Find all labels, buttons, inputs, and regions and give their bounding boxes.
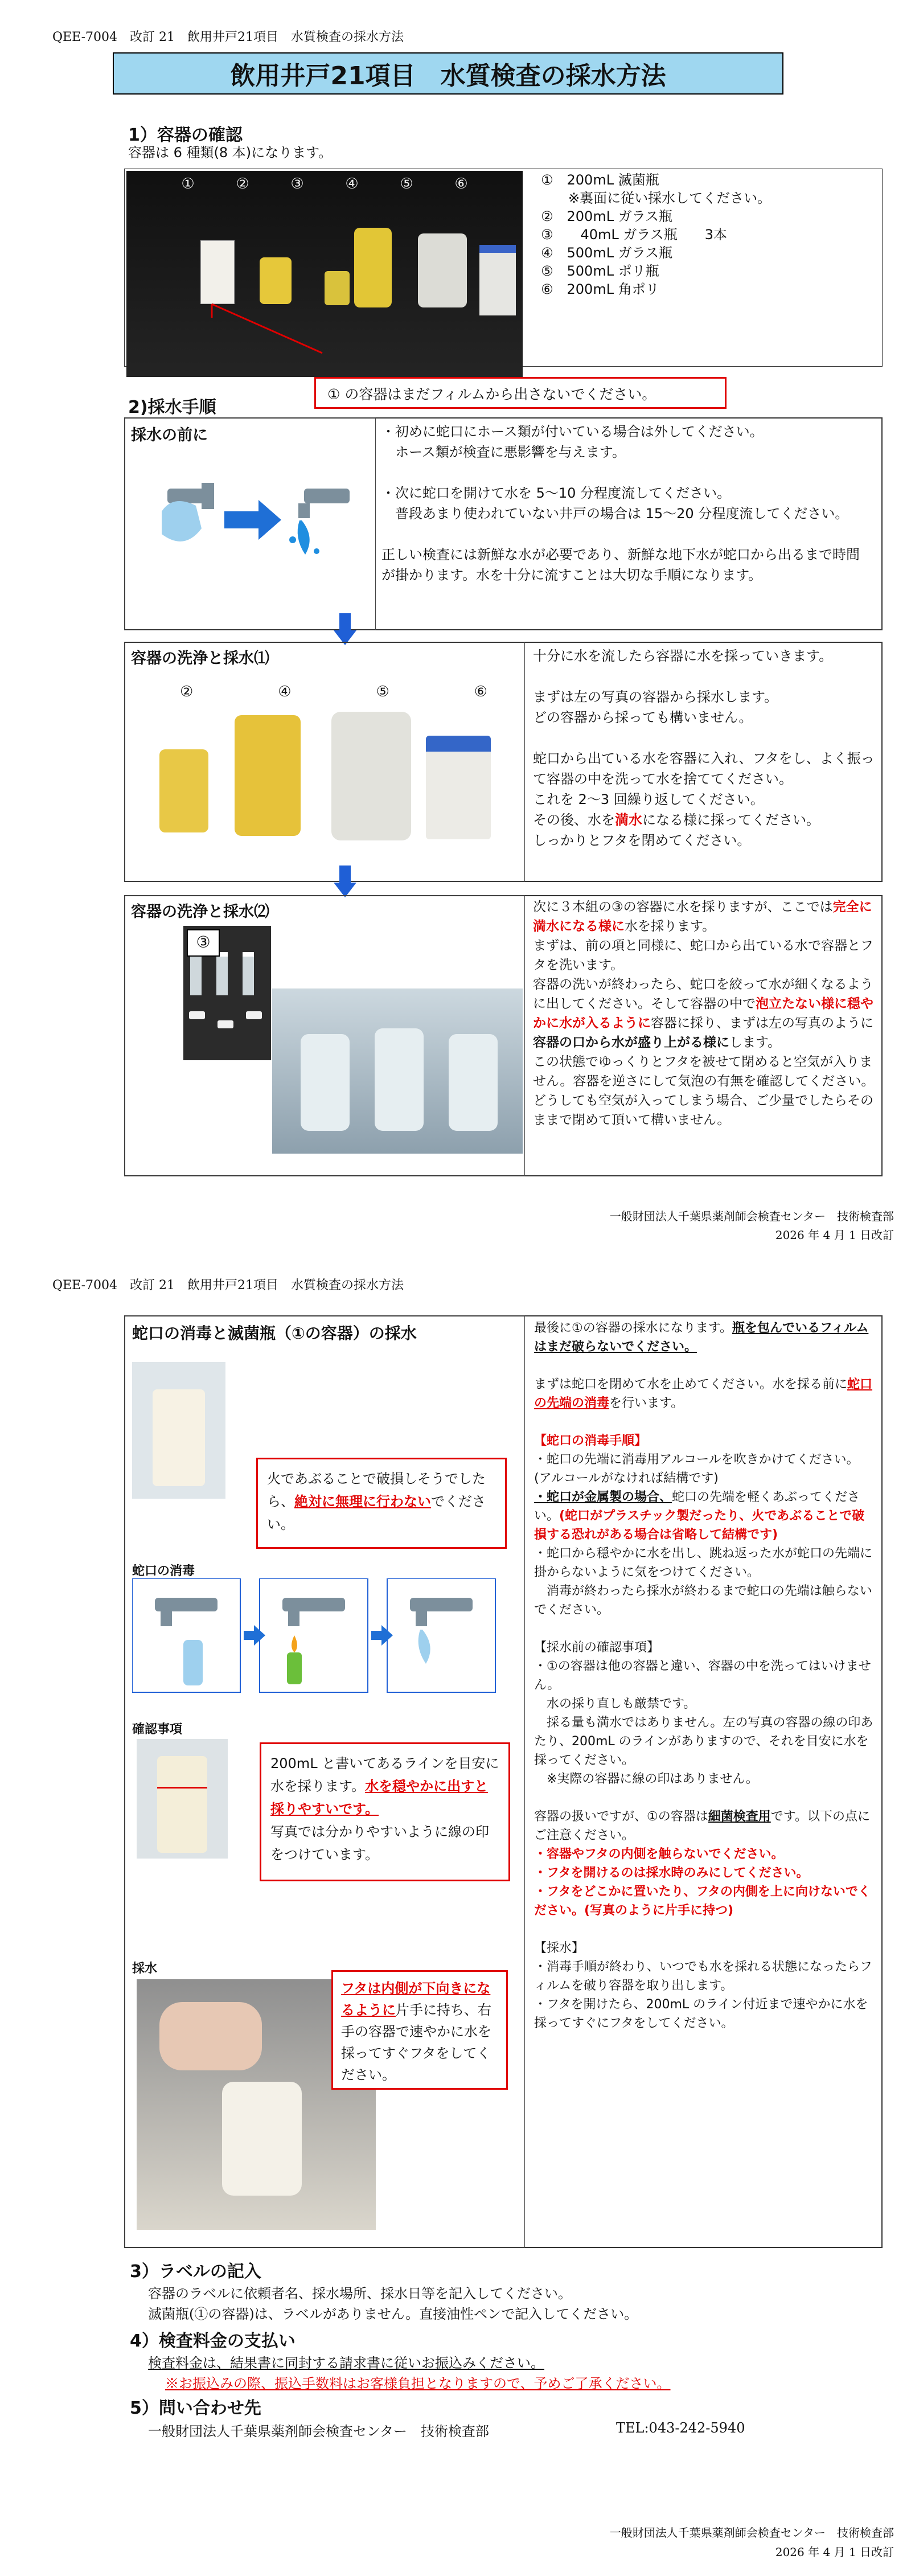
subheading: 【採水】 bbox=[534, 1941, 585, 1955]
label-sampling: 採水 bbox=[132, 1962, 158, 1976]
section-subtitle: 容器は 6 種類(8 本)になります。 bbox=[128, 145, 333, 161]
text-para: 消毒が終わったら採水が終わるまで蛇口の先端は触らないでください。 bbox=[534, 1584, 872, 1617]
text-para: まずは、前の項と同様に、蛇口から出ている水で容器とフタを洗います。 bbox=[533, 938, 873, 973]
payment-instruction: 検査料金は、結果書に同封する請求書に従いお振込みください。 bbox=[148, 2355, 544, 2371]
container-list bbox=[541, 171, 771, 298]
text-line bbox=[533, 810, 875, 830]
container-number: ④ bbox=[345, 175, 359, 192]
emphasis-text: (蛇口がプラスチック製だったり、火であぶることで破損する恐れがある場合は省略して結構です) bbox=[534, 1509, 865, 1542]
page-header: QEE-7004 改訂 21 飲用井戸21項目 水質検査の採水方法 bbox=[52, 1278, 404, 1293]
subheading: 【採水前の確認事項】 bbox=[534, 1640, 660, 1655]
text-para bbox=[533, 897, 875, 936]
warning-line: ・フタをどこかに置いたり、フタの内側を上に向けないでください。(写真のように片手に持つ) bbox=[534, 1885, 871, 1918]
text-line: 蛇口から出ている水を容器に入れ、フタをし、よく振って容器の中を洗って水を捨ててください。 bbox=[533, 750, 875, 787]
text-para bbox=[534, 1319, 875, 1356]
container-list-item: ④ 500mL ガラス瓶 bbox=[541, 245, 672, 261]
footer-date: 2026 年 4 月 1 日改訂 bbox=[775, 1228, 894, 1242]
confirm-bottle-photo bbox=[137, 1739, 228, 1859]
text-line: 正しい検査には新鮮な水が必要であり、新鮮な地下水が蛇口から出るまで時間が掛かります。水を十分に流すことは大切な手順になります。 bbox=[381, 547, 860, 583]
wash1-numbers bbox=[180, 683, 487, 700]
container-number: ⑥ bbox=[474, 683, 487, 700]
container-number: ① bbox=[181, 175, 195, 192]
faucet-illustration bbox=[150, 466, 367, 585]
text-run: 水を採ります。 bbox=[625, 919, 716, 934]
text-line: どの容器から採っても構いません。 bbox=[533, 709, 753, 725]
text-run: まずは蛇口を閉めて水を止めてください。水を採る前に bbox=[534, 1377, 848, 1392]
text-para: ・蛇口から穏やかに水を出し、跳ね返った水が蛇口の先端に掛からないように気をつけてください。 bbox=[534, 1547, 873, 1580]
footer-date: 2026 年 4 月 1 日改訂 bbox=[775, 2545, 894, 2559]
step-title: 採水の前に bbox=[131, 426, 208, 444]
text-run: 写真では分かりやすいように線の印をつけています。 bbox=[270, 1824, 489, 1863]
step-wash-2-text bbox=[533, 897, 875, 1130]
label-instruction: 滅菌瓶(①の容器)は、ラベルがありません。直接油性ペンで記入してください。 bbox=[148, 2306, 638, 2322]
text-run: 次に３本組の③の容器に水を採りますが、ここでは bbox=[533, 900, 833, 914]
text-para: ・蛇口の先端に消毒用アルコールを吹きかけてください。(アルコールがなければ結構です) bbox=[534, 1453, 859, 1486]
text-run: です。以下の点にご注意ください。 bbox=[534, 1810, 870, 1843]
text-line: 普段あまり使われていない井戸の場合は 15～20 分程度流してください。 bbox=[381, 506, 849, 522]
text-line: まずは左の写真の容器から採水します。 bbox=[533, 689, 778, 705]
text-run: 容器に採り、まずは左の写真のように bbox=[651, 1016, 873, 1031]
section-title: 2)採水手順 bbox=[128, 397, 216, 417]
text-line: ・次に蛇口を開けて水を 5～10 分程度流してください。 bbox=[381, 485, 731, 501]
section-title: 3）ラベルの記入 bbox=[130, 2262, 261, 2282]
emphasis-text: 瓶を包んでいるフィルムはまだ破らないでください。 bbox=[534, 1321, 869, 1354]
container-list-item: ① 200mL 滅菌瓶 bbox=[541, 172, 659, 188]
sterile-instructions bbox=[534, 1319, 875, 2033]
container-list-item: ⑤ 500mL ポリ瓶 bbox=[541, 263, 659, 279]
text-para: この状態でゆっくりとフタを被せて閉めると空気が入りません。容器を逆さにして気泡の有無を確認してください。どうしても空気が入ってしまう場合、ご少量でしたらそのままで閉めて頂いて構いません。 bbox=[533, 1055, 875, 1127]
text-run: になる様に採ってください。 bbox=[642, 812, 820, 828]
container-number: ③ bbox=[290, 175, 304, 192]
container-list-item: ※裏面に従い採水してください。 bbox=[541, 190, 772, 206]
container-list-item: ⑥ 200mL 角ポリ bbox=[541, 281, 659, 297]
text-run: を行います。 bbox=[609, 1396, 684, 1410]
text-line: これを 2～3 回繰り返してください。 bbox=[533, 791, 764, 807]
text-line: ホース類が検査に悪影響を与えます。 bbox=[381, 444, 626, 460]
container-list-item: ③ 40mL ガラス瓶 3本 bbox=[541, 227, 727, 243]
text-para bbox=[533, 975, 875, 1052]
emphasis-text: 完全に満水になる様に bbox=[533, 900, 872, 934]
fire-callout bbox=[256, 1458, 507, 1549]
text-run: します。 bbox=[729, 1035, 781, 1050]
emphasis-text: 泡立たない様に穏やかに水が入るように bbox=[533, 996, 873, 1031]
emphasis-text: フタは内側が下向きになるように bbox=[341, 1980, 491, 2018]
container-number: ② bbox=[236, 175, 249, 192]
warning-line: ・フタを開けるのは採水時のみにしてください。 bbox=[534, 1866, 809, 1880]
bottle-photo bbox=[331, 712, 411, 840]
film-warning-text: ① の容器はまだフィルムから出さないでください。 bbox=[327, 386, 656, 403]
container-number: ③ bbox=[187, 929, 220, 957]
text-para: ・フタを開けたら、200mL のライン付近まで速やかに水を採ってすぐにフタをしてください。 bbox=[534, 1997, 868, 2031]
container-number: ② bbox=[180, 683, 194, 700]
bottle-photo bbox=[159, 749, 208, 832]
emphasis-text: 蛇口の先端の消毒 bbox=[534, 1377, 873, 1410]
text-run: 最後に①の容器の採水になります。 bbox=[534, 1321, 732, 1335]
text-run: 容器の扱いですが、①の容器は bbox=[534, 1810, 708, 1824]
step-wash-1-text bbox=[533, 646, 875, 851]
container-number: ⑥ bbox=[454, 175, 468, 192]
text-run: 蛇口の先端を軽くあぶってください。 bbox=[534, 1490, 860, 1523]
step-title: 容器の洗浄と採水⑵ bbox=[131, 903, 269, 921]
payment-note: ※お振込みの際、振込手数料はお客様負担となりますので、予めご了承ください。 bbox=[165, 2376, 671, 2392]
step-before-text bbox=[381, 421, 871, 585]
text-run: 容器の洗いが終わったら、蛇口を絞って水が細くなるように出してください。そして容器の中で bbox=[533, 977, 873, 1011]
emphasis-text: 容器の口から水が盛り上がる様に bbox=[533, 1035, 729, 1050]
sterile-bottle-photo bbox=[132, 1362, 225, 1499]
contact-tel: TEL:043-242-5940 bbox=[616, 2420, 745, 2436]
section-title: 蛇口の消毒と滅菌瓶（①の容器）の採水 bbox=[132, 1324, 417, 1343]
warning-line: ・容器やフタの内側を触らないでください。 bbox=[534, 1847, 784, 1861]
step-title: 容器の洗浄と採水⑴ bbox=[131, 650, 269, 667]
page-title: 飲用井戸21項目 水質検査の採水方法 bbox=[230, 61, 666, 91]
label-confirm: 確認事項 bbox=[132, 1722, 183, 1737]
text-line: ・初めに蛇口にホース類が付いている場合は外してください。 bbox=[381, 424, 764, 440]
label-disinfect: 蛇口の消毒 bbox=[132, 1564, 195, 1578]
text-para: 水の採り直しも厳禁です。 bbox=[534, 1697, 696, 1711]
text-run: でください。 bbox=[267, 1494, 486, 1532]
text-run: その後、水を bbox=[533, 812, 615, 828]
film-warning bbox=[314, 377, 727, 409]
vials-closeup-photo bbox=[272, 988, 523, 1154]
section-title: 4）検査料金の支払い bbox=[130, 2331, 296, 2351]
text-run: 火であぶることで破損しそうでしたら、 bbox=[267, 1471, 486, 1509]
sampling-callout bbox=[331, 1970, 508, 2090]
text-para bbox=[534, 1375, 875, 1413]
subheading: 【蛇口の消毒手順】 bbox=[534, 1434, 647, 1448]
container-number: ④ bbox=[278, 683, 292, 700]
emphasis-text: 細菌検査用 bbox=[708, 1810, 771, 1824]
section-title: 5）問い合わせ先 bbox=[130, 2398, 261, 2418]
down-arrow-icon bbox=[334, 865, 356, 897]
disinfect-illustration bbox=[132, 1578, 496, 1698]
emphasis-text: 絶対に無理に行わない bbox=[294, 1494, 431, 1509]
emphasis-text: 水を穏やかに出すと採りやすいです。 bbox=[270, 1778, 489, 1817]
text-run: 200mL と書いてあるラインを目安に水を採ります。 bbox=[270, 1755, 499, 1794]
label-instruction: 容器のラベルに依頼者名、採水場所、採水日等を記入してください。 bbox=[148, 2286, 572, 2302]
section-title: 1）容器の確認 bbox=[128, 125, 243, 145]
footer-org: 一般財団法人千葉県薬剤師会検査センター 技術検査部 bbox=[609, 2526, 894, 2540]
container-number: ⑤ bbox=[376, 683, 389, 700]
text-para bbox=[534, 1807, 875, 1845]
bottle-photo bbox=[235, 715, 301, 836]
footer-org: 一般財団法人千葉県薬剤師会検査センター 技術検査部 bbox=[609, 1209, 894, 1223]
text-line: 十分に水を流したら容器に水を採っていきます。 bbox=[533, 648, 833, 664]
title-banner bbox=[113, 52, 783, 95]
text-para: ・①の容器は他の容器と違い、容器の中を洗ってはいけません。 bbox=[534, 1659, 871, 1692]
pointer-line bbox=[126, 171, 523, 377]
text-para: 採る量も満水ではありません。左の写真の容器の線の印あたり、200mL のラインがありますので、それを目安に水を採ってください。 bbox=[534, 1716, 873, 1767]
contact-org: 一般財団法人千葉県薬剤師会検査センター 技術検査部 bbox=[148, 2423, 490, 2439]
bottle-photo bbox=[426, 736, 491, 839]
emphasis-text: ・蛇口が金属製の場合、 bbox=[534, 1490, 672, 1504]
container-number: ⑤ bbox=[400, 175, 413, 192]
text-line: しっかりとフタを閉めてください。 bbox=[533, 832, 751, 848]
text-para bbox=[534, 1488, 875, 1544]
containers-photo bbox=[126, 171, 523, 377]
confirm-callout bbox=[260, 1742, 510, 1881]
container-list-item: ② 200mL ガラス瓶 bbox=[541, 208, 672, 224]
text-para: ・消毒手順が終わり、いつでも水を採れる状態になったらフィルムを破り容器を取り出します。 bbox=[534, 1960, 873, 1993]
down-arrow-icon bbox=[334, 613, 356, 645]
emphasis-text: 満水 bbox=[615, 812, 642, 828]
text-run: 片手に持ち、右手の容器で速やかに水を採ってすぐフタをしてください。 bbox=[341, 2002, 491, 2083]
text-para: ※実際の容器に線の印はありません。 bbox=[534, 1772, 758, 1786]
page-header: QEE-7004 改訂 21 飲用井戸21項目 水質検査の採水方法 bbox=[52, 30, 404, 44]
